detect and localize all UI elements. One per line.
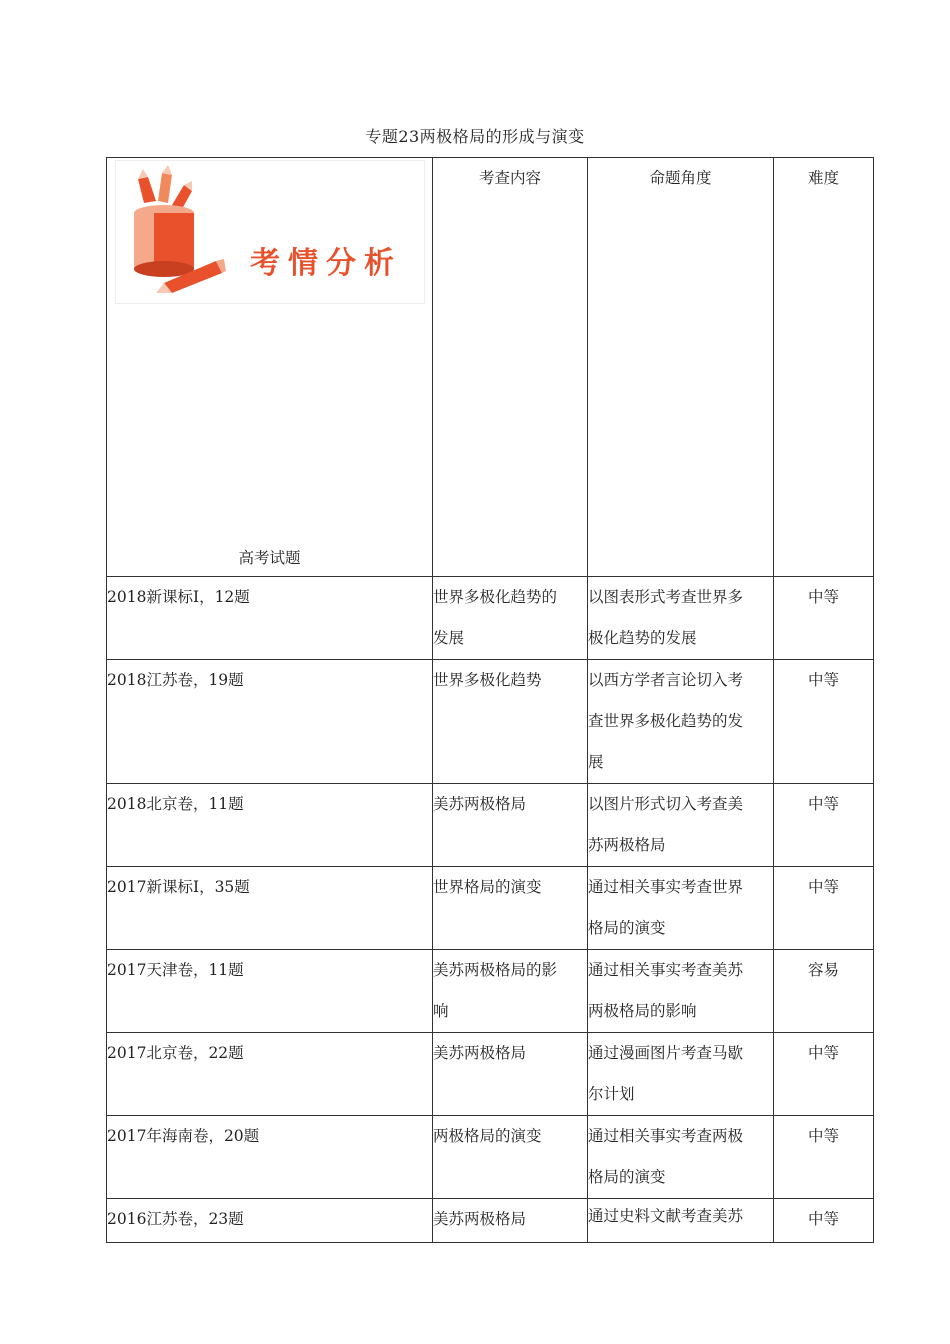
angle-cell: 以图片形式切入考查美 苏两极格局 xyxy=(588,784,774,867)
table-row xyxy=(107,660,874,784)
table-row xyxy=(107,950,874,1033)
logo-text: 考情分析 xyxy=(250,246,402,281)
difficulty-cell: 中等 xyxy=(774,1033,874,1116)
difficulty-cell: 中等 xyxy=(774,867,874,950)
exam-cell: 2017新课标Ⅰ，35题 xyxy=(107,867,433,950)
difficulty-cell: 容易 xyxy=(774,950,874,1033)
difficulty-cell: 中等 xyxy=(774,1116,874,1199)
table-row xyxy=(107,1116,874,1199)
angle-cell: 以图表形式考查世界多 极化趋势的发展 xyxy=(588,577,774,660)
angle-cell: 通过相关事实考查美苏 两极格局的影响 xyxy=(588,950,774,1033)
table-row xyxy=(107,577,874,660)
content-cell: 两极格局的演变 xyxy=(433,1116,588,1199)
header-row xyxy=(107,158,874,577)
exam-cell: 2016江苏卷，23题 xyxy=(107,1199,433,1243)
angle-column-header: 命题角度 xyxy=(588,158,774,577)
difficulty-cell: 中等 xyxy=(774,784,874,867)
content-cell: 美苏两极格局 xyxy=(433,1033,588,1116)
content-column-header: 考查内容 xyxy=(433,158,588,577)
angle-cell: 通过相关事实考查两极 格局的演变 xyxy=(588,1116,774,1199)
exam-cell: 2018新课标Ⅰ，12题 xyxy=(107,577,433,660)
angle-cell: 通过漫画图片考查马歇 尔计划 xyxy=(588,1033,774,1116)
banner-cell xyxy=(107,158,433,577)
exam-cell: 2018江苏卷，19题 xyxy=(107,660,433,784)
difficulty-column-header: 难度 xyxy=(774,158,874,577)
exam-analysis-table xyxy=(106,157,874,1243)
angle-cell: 通过史料文献考查美苏 xyxy=(588,1199,774,1243)
difficulty-cell: 中等 xyxy=(774,660,874,784)
exam-cell: 2017年海南卷，20题 xyxy=(107,1116,433,1199)
difficulty-cell: 中等 xyxy=(774,1199,874,1243)
table-row xyxy=(107,784,874,867)
pencil-cup-icon xyxy=(116,161,424,303)
content-cell: 美苏两极格局的影 响 xyxy=(433,950,588,1033)
content-cell: 世界多极化趋势 xyxy=(433,660,588,784)
exam-cell: 2017北京卷，22题 xyxy=(107,1033,433,1116)
angle-cell: 通过相关事实考查世界 格局的演变 xyxy=(588,867,774,950)
exam-cell: 2017天津卷，11题 xyxy=(107,950,433,1033)
content-cell: 美苏两极格局 xyxy=(433,784,588,867)
table-row xyxy=(107,867,874,950)
angle-cell: 以西方学者言论切入考 查世界多极化趋势的发 展 xyxy=(588,660,774,784)
page-title: 专题23两极格局的形成与演变 xyxy=(365,127,585,146)
table-row xyxy=(107,1033,874,1116)
content-cell: 世界多极化趋势的 发展 xyxy=(433,577,588,660)
exam-analysis-logo xyxy=(115,160,425,304)
exam-cell: 2018北京卷，11题 xyxy=(107,784,433,867)
content-cell: 世界格局的演变 xyxy=(433,867,588,950)
table-row xyxy=(107,1199,874,1243)
difficulty-cell: 中等 xyxy=(774,577,874,660)
exam-column-header: 高考试题 xyxy=(238,549,301,567)
content-cell: 美苏两极格局 xyxy=(433,1199,588,1243)
